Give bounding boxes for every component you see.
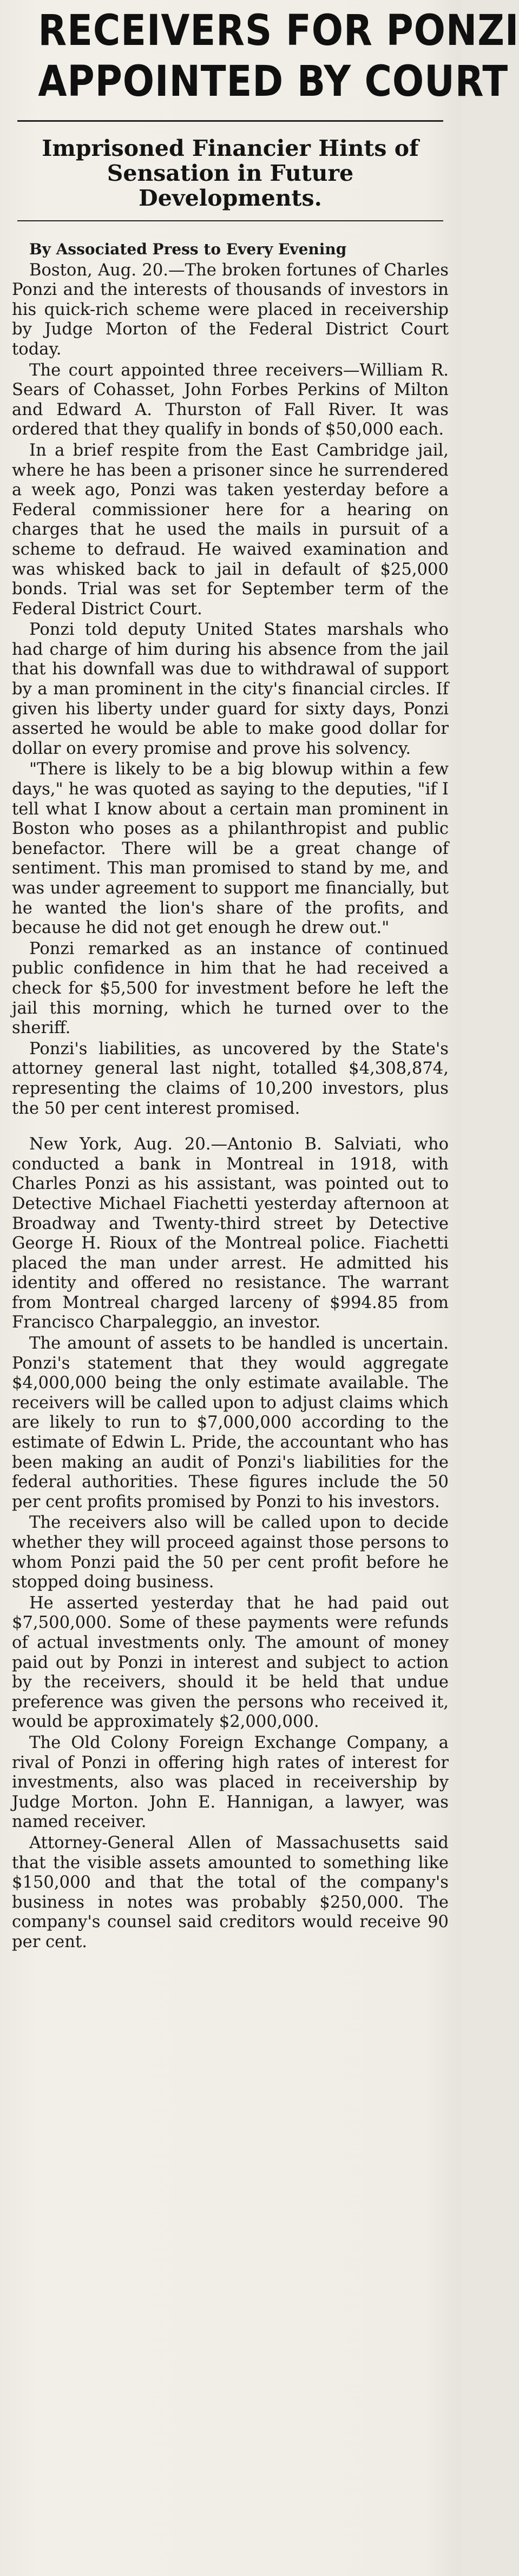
headline (12, 0, 519, 107)
subheadline-line-3: Developments. (139, 185, 322, 211)
paragraph: Ponzi remarked as an instance of continued public confidence in him that he had received a check for $5,500 for investment before he left the jail this morning, which he turned over to the sheriff. (12, 939, 449, 1038)
paragraph: The court appointed three receivers—William R. Sears of Cohasset, John Forbes Perkins of Milton and Edward A. Thurston of Fall River. It was ordered that they qualify in bonds of $50,000 each. (12, 360, 449, 439)
deck-rule (17, 220, 443, 221)
paragraph: In a brief respite from the East Cambridge jail, where he has been a prisoner since he surrendered a week ago, Ponzi was taken yesterday before a Federal commissioner here for a hearing on charges that he used the mails in pursuit of a scheme to defraud. He waived examination and was whisked back to jail in default of $25,000 bonds. Trial was set for September term of the Federal District Court. (12, 441, 449, 619)
paragraph: The receivers also will be called upon to decide whether they will proceed against those persons to whom Ponzi paid the 50 per cent profit before he stopped doing business. (12, 1513, 449, 1592)
paragraph: He asserted yesterday that he had paid out $7,500,000. Some of these payments were refunds of actual investments only. The amount of money paid out by Ponzi in interest and subject to action by the receivers, should it be held that undue preference was given the persons who received it, would be approximately $2,000,000. (12, 1593, 449, 1732)
paragraph: "There is likely to be a big blowup within a few days," he was quoted as saying to the deputies, "if I tell what I know about a certain man prominent in Boston who poses as a philanthropist and public benefactor. There will be a great change of sentiment. This man promised to stand by me, and was under agreement to support me financially, but he wanted the lion's share of the profits, and because he did not get enough he drew out." (12, 760, 449, 938)
subheadline-line-2: Sensation in Future (107, 160, 354, 186)
headline-line-1: RECEIVERS FOR PONZI (38, 6, 519, 55)
paragraph: The amount of assets to be handled is uncertain. Ponzi's statement that they would aggregate $4,000,000 being the only estimate available. The receivers will be called upon to adjust claims which are likely to run to $7,000,000 according to the estimate of Edwin L. Pride, the accountant who has been making an audit of Ponzi's liabilities for the federal authorities. These figures include the 50 per cent profits promised by Ponzi to his investors. (12, 1334, 449, 1512)
headline-rule (17, 120, 443, 122)
paragraph: Attorney-General Allen of Massachusetts said that the visible assets amounted to something like $150,000 and that the total of the company's business in notes was probably $250,000. The company's counsel said creditors would receive 90 per cent. (12, 1833, 449, 1951)
subheadline-line-1: Imprisoned Financier Hints of (42, 135, 419, 161)
paragraph: The Old Colony Foreign Exchange Company, a rival of Ponzi in offering high rates of interest for investments, also was placed in receivership by Judge Morton. John E. Hannigan, a lawyer, was named receiver. (12, 1733, 449, 1832)
byline: By Associated Press to Every Evening (29, 240, 347, 258)
paragraph: Ponzi's liabilities, as uncovered by the State's attorney general last night, totalled $4,308,874, representing the claims of 10,200 investors, plus the 50 per cent interest promised. (12, 1039, 449, 1118)
article-body (12, 240, 449, 1952)
section-gap (12, 1119, 449, 1135)
paragraph: Boston, Aug. 20.—The broken fortunes of Charles Ponzi and the interests of thousands of investors in his quick-rich scheme were placed in receivership by Judge Morton of the Federal District Court today. (12, 260, 449, 359)
headline-line-2: APPOINTED BY COURT (38, 57, 509, 106)
subheadline (15, 136, 445, 211)
paragraph: Ponzi told deputy United States marshals who had charge of him during his absence from the jail that his downfall was due to withdrawal of support by a man prominent in the city's financial circles. If given his liberty under guard for sixty days, Ponzi asserted he would be able to make good dollar for dollar on every promise and prove his solvency. (12, 620, 449, 758)
paragraph: New York, Aug. 20.—Antonio B. Salviati, who conducted a bank in Montreal in 1918, with Charles Ponzi as his assistant, was pointed out to Detective Michael Fiachetti yesterday afternoon at Broadway and Twenty-third street by Detective George H. Rioux of the Montreal police. Fiachetti placed the man under arrest. He admitted his identity and offered no resistance. The warrant from Montreal charged larceny of $994.85 from Francisco Charpaleggio, an investor. (12, 1135, 449, 1332)
